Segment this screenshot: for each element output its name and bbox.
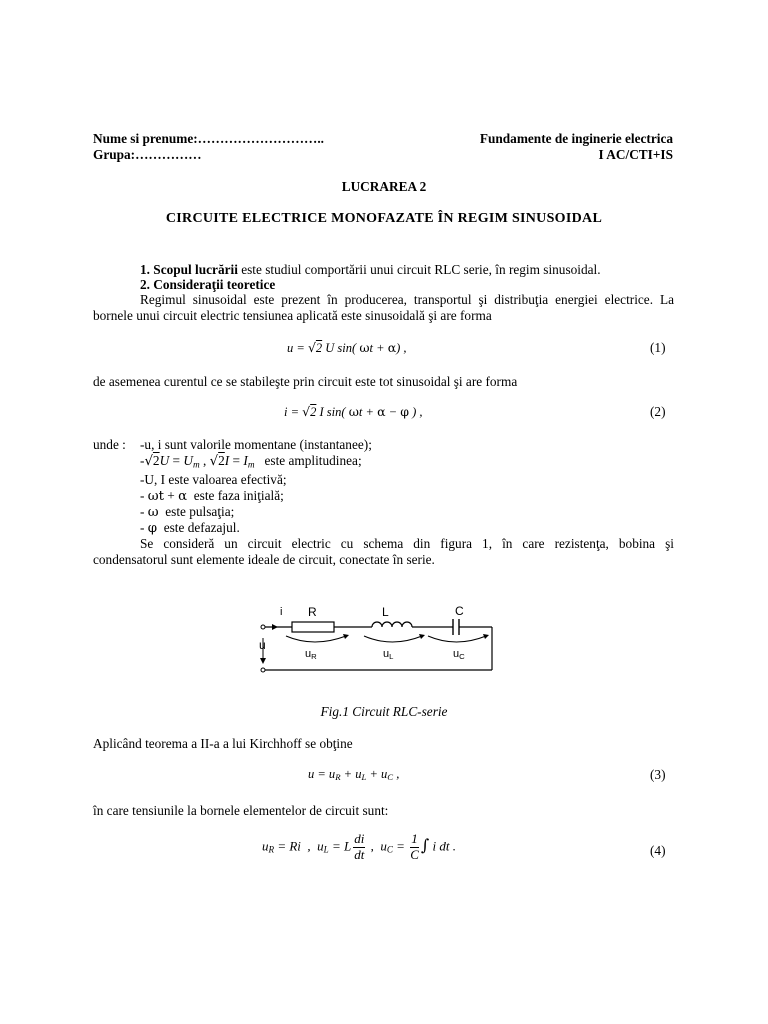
definition-item-2-text: este amplitudinea; [264,453,362,468]
paragraph-3-line-1: Se consideră un circuit electric cu schema din figura 1, în care rezistenţa, bobina şi [140,536,674,551]
paragraph-4: Aplicând teorema a II-a a lui Kirchhoff se obţine [93,736,353,751]
section-1-heading: 1. Scopul lucrării [140,262,238,277]
group-field-label: Grupa:…………… [93,147,202,162]
paragraph-5: în care tensiunile la bornele elementelor de circuit sunt: [93,803,389,818]
circuit-label-uC: $u_C$ [453,648,465,661]
definition-item-5-text: este pulsaţia; [165,504,235,519]
circuit-label-R: R [308,605,317,619]
unde-label: unde : [93,437,126,452]
section-1-text: este studiul comportării unui circuit RLC serie, în regim sinusoidal. [237,262,601,277]
lab-title: CIRCUITE ELECTRICE MONOFAZATE ÎN REGIM SINUSOIDAL [165,211,603,226]
equation-1: u = √2 U sin( ωt + α) , [287,340,407,355]
equation-2-number: (2) [650,404,666,419]
course-title: Fundamente de inginerie electrica [479,131,673,146]
equation-1-number: (1) [650,340,666,355]
circuit-label-C: C [455,604,464,618]
paragraph-2: de asemenea curentul ce se stabileşte prin circuit este tot sinusoidal şi are forma [93,374,518,389]
definition-item-6: - φ este defazajul. [140,520,240,536]
capacitor-symbol [453,619,459,635]
program-label: I AC/CTI+IS [598,147,673,162]
equation-3-number: (3) [650,767,666,782]
circuit-label-u: u [259,638,266,652]
circuit-label-L: L [382,605,389,619]
definition-item-4: - ωt + α este faza iniţială; [140,488,284,504]
lab-number: LUCRAREA 2 [341,179,427,194]
circuit-label-uR: $u_R$ [305,648,317,661]
definition-item-1: -u, i sunt valorile momentane (instantanee); [140,437,372,452]
inductor-symbol [372,622,412,627]
definition-item-6-text: este defazajul. [163,520,240,535]
definition-item-4-text: este faza iniţială; [193,488,284,503]
equation-4-number: (4) [650,843,666,858]
circuit-label-i: i [280,606,283,618]
name-field-label: Nume si prenume:……………………….. [93,131,324,146]
paragraph-1-line-2: bornele unui circuit electric tensiunea aplicată este sinusoidală şi are forma [93,308,492,323]
equation-3: $u = u_R + u_L + u_C$ , [308,767,400,783]
resistor-symbol [292,622,334,632]
definition-item-2: $-√2U = U_m$ , $√2I = I_m$ este amplitudinea; [140,453,362,471]
figure-caption: Fig.1 Circuit RLC-serie [320,704,448,719]
definition-item-3: -U, I este valoarea efectivă; [140,472,287,487]
equation-4: $u_R = Ri$ , $u_L = L$ $\frac{di}{dt}$ , $u_C$ = $\frac{1}{C}$ ∫ i dt . [262,831,456,862]
equation-2: i = √2 I sin( ωt + α − φ ) , [284,404,423,419]
section-2-heading: 2. Consideraţii teoretice [140,277,276,292]
definition-item-5: - ω este pulsaţia; [140,504,235,520]
paragraph-3-line-2: condensatorul sunt elemente ideale de circuit, conectate în serie. [93,552,435,567]
section-1-paragraph [140,262,601,278]
circuit-label-uL: $u_L$ [383,648,394,661]
paragraph-1-line-1: Regimul sinusoidal este prezent în producerea, transportul şi distribuţia energiei electrice. La [140,292,674,307]
